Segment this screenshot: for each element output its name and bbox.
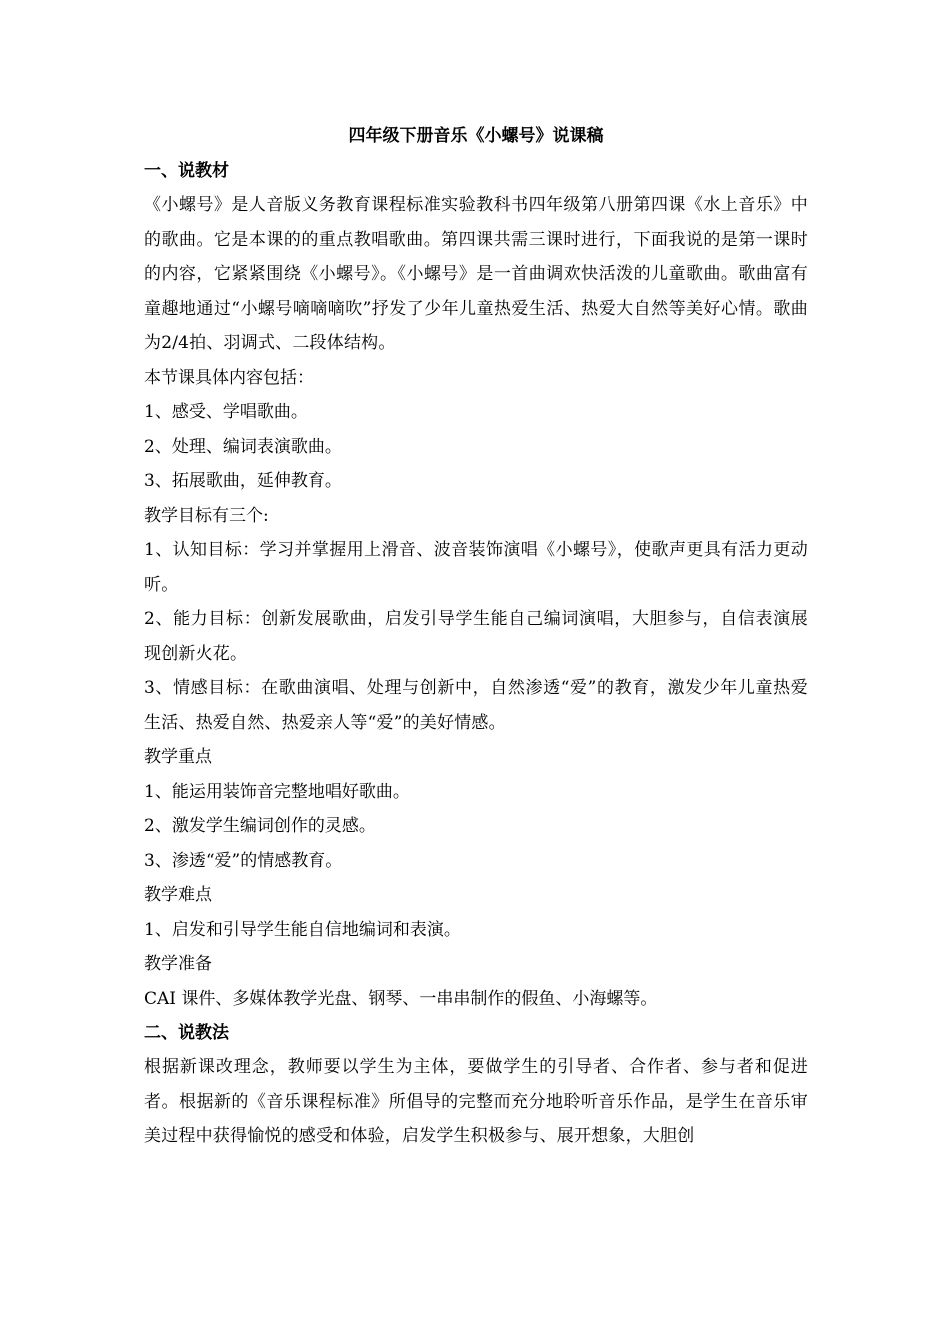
goal-item: 3、情感目标：在歌曲演唱、处理与创新中，自然渗透“爱”的教育，激发少年儿童热爱生活、热爱自然、热爱亲人等“爱”的美好情感。 [144, 678, 808, 733]
content-item: 3、拓展歌曲，延伸教育。 [144, 471, 342, 491]
key-item: 1、能运用装饰音完整地唱好歌曲。 [144, 781, 410, 802]
document-title: 四年级下册音乐《小螺号》说课稿 [348, 126, 604, 146]
key-label: 教学重点 [144, 747, 212, 767]
content-item: 2、处理、编词表演歌曲。 [144, 436, 342, 457]
content-label: 本节课具体内容包括： [144, 367, 314, 388]
difficulty-item: 1、启发和引导学生能自信地编词和表演。 [144, 919, 461, 940]
section2-heading: 二、说教法 [144, 1023, 229, 1043]
key-item: 3、渗透“爱”的情感教育。 [144, 850, 343, 871]
section2-intro: 根据新课改理念，教师要以学生为主体，要做学生的引导者、合作者、参与者和促进者。根据新的《音乐课程标准》所倡导的完整而充分地聆听音乐作品，是学生在音乐审美过程中获得愉悦的感受和体验，启发学生积极参与、展开想象，大胆创 [144, 1057, 808, 1146]
document-page [144, 118, 808, 1154]
key-item: 2、激发学生编词创作的灵感。 [144, 816, 376, 836]
section1-intro: 《小螺号》是人音版义务教育课程标准实验教科书四年级第八册第四课《水上音乐》中的歌曲。它是本课的的重点教唱歌曲。第四课共需三课时进行，下面我说的是第一课时的内容，它紧紧围绕《小螺号》。《小螺号》是一首曲调欢快活泼的儿童歌曲。歌曲富有童趣地通过“小螺号嘀嘀嘀吹”抒发了少年儿童热爱生活、热爱大自然等美好心情。歌曲为2/4拍、羽调式、二段体结构。 [144, 195, 808, 353]
prep-text: CAI 课件、多媒体教学光盘、钢琴、一串串制作的假鱼、小海螺等。 [144, 988, 658, 1009]
section1-heading: 一、说教材 [144, 161, 229, 181]
content-item: 1、感受、学唱歌曲。 [144, 402, 308, 422]
goal-item: 2、能力目标：创新发展歌曲，启发引导学生能自己编词演唱，大胆参与，自信表演展现创新火花。 [144, 609, 808, 664]
difficulty-label: 教学难点 [144, 885, 212, 905]
goal-item: 1、认知目标：学习并掌握用上滑音、波音装饰演唱《小螺号》，使歌声更具有活力更动听。 [144, 540, 808, 595]
goals-label: 教学目标有三个: [144, 505, 269, 526]
prep-label: 教学准备 [144, 954, 212, 974]
